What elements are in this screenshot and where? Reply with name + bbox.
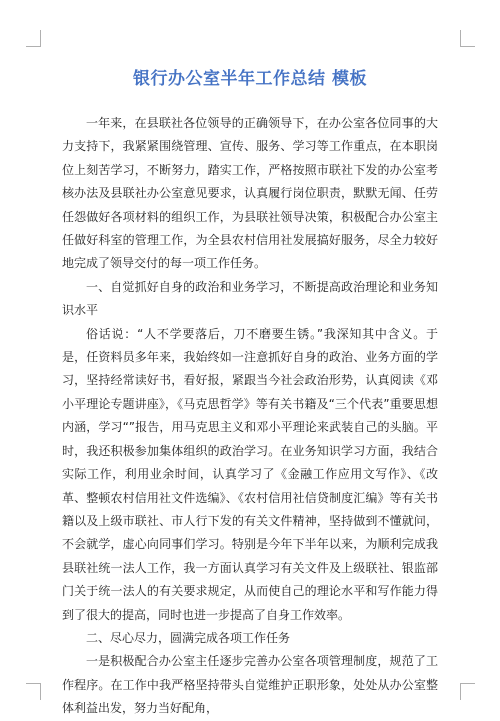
document-title: 银行办公室半年工作总结 模板 (133, 69, 367, 89)
crop-mark-top-right (460, 30, 475, 47)
crop-mark-bottom-right (460, 683, 475, 700)
section-heading-2: 二、尽心尽力，圆满完成各项工作任务 (86, 630, 291, 645)
document-body (62, 112, 438, 721)
intro-paragraph: 一年来，在县联社各位领导的正确领导下，在办公室各位同事的大力支持下，我紧紧围绕管理、宣传、服务、学习等工作重点，在本职岗位上刻苦学习，不断努力，踏实工作，严格按照市联社下发的办公室考核办法及县联社办公室意见要求，认真履行岗位职责，默默无闻、任劳任怨做好各项材料的组织工作，为县联社领导决策，积极配合办公室主任做好科室的管理工作，为全县农村信用社发展搞好服务，尽全力较好地完成了领导交付的每一项工作任务。 (62, 116, 438, 271)
crop-mark-top-left (26, 30, 41, 47)
section-2-paragraph: 一是积极配合办公室主任逐步完善办公室各项管理制度，规范了工作程序。在工作中我严格坚持带头自觉维护正职形象，处处从办公室整体利益出发，努力当好配角， (62, 654, 438, 716)
section-heading-1: 一、自觉抓好自身的政治和业务学习，不断提高政治理论和业务知识水平 (62, 279, 438, 318)
section-1-paragraph: 俗话说：“人不学要落后，刀不磨要生锈。”我深知其中含义。于是，任资料员多年来，我始终如一注意抓好自身的政治、业务方面的学习，坚持经常读好书，看好报，紧跟当今社会政治形势，认真阅读《邓小平理论专题讲座》，《马克思哲学》等有关书籍及“三个代表”重要思想内涵，学习“”报告，用马克思主义和邓小平理论来武装自己的头脑。平时，我还积极参加集体组织的政治学习。在业务知识学习方面，我结合实际工作，利用业余时间，认真学习了《金融工作应用文写作》、《改革、整顿农村信用社文件选编》、《农村信用社信贷制度汇编》等有关书籍以及上级市联社、市人行下发的有关文件精神，坚持做到不懂就问，不会就学，虚心向同事们学习。特别是今年下半年以来，为顺利完成我县联社统一法人工作，我一方面认真学习有关文件及上级联社、银监部门关于统一法人的有关要求规定，从而使自己的理论水平和写作能力得到了很大的提高，同时也进一步提高了自身工作效率。 (62, 326, 438, 622)
crop-mark-bottom-left (26, 683, 41, 700)
